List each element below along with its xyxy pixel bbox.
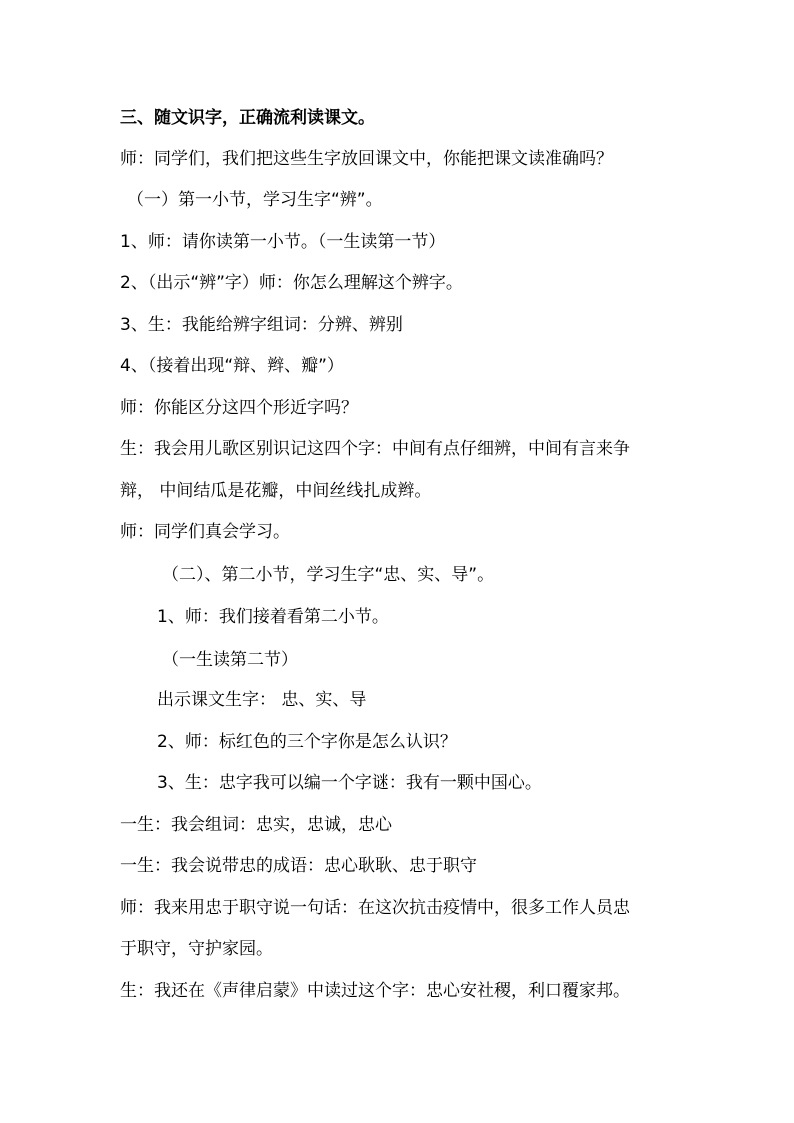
paragraph-line: 师：同学们真会学习。 xyxy=(120,522,290,542)
paragraph-line: 1、师：请你读第一小节。（一生读第一节） xyxy=(120,232,446,252)
paragraph-line: 一生：我会说带忠的成语：忠心耿耿、忠于职守 xyxy=(120,856,477,876)
paragraph-line: 一生：我会组词：忠实，忠诚，忠心 xyxy=(120,815,392,835)
paragraph-line: 2、（出示“辨”字）师：你怎么理解这个辨字。 xyxy=(120,273,463,293)
paragraph-line: 4、（接着出现“辩、辫、瓣”） xyxy=(120,356,344,376)
paragraph-line: （一生读第二节） xyxy=(162,650,298,670)
paragraph-line: 生：我还在《声律启蒙》中读过这个字：忠心安社稷，利口覆家邦。 xyxy=(120,981,630,1001)
paragraph-line: 2、师：标红色的三个字你是怎么认识？ xyxy=(157,732,457,752)
paragraph-line: 师：我来用忠于职守说一句话：在这次抗击疫情中，很多工作人员忠 xyxy=(120,898,630,918)
paragraph-line: 出示课文生字： 忠、实、导 xyxy=(157,690,367,710)
paragraph-line: （二）、第二小节，学习生字“忠、实、导”。 xyxy=(162,565,495,585)
paragraph-line: 师：你能区分这四个形近字吗？ xyxy=(120,398,358,418)
paragraph-line: 于职守，守护家园。 xyxy=(120,939,273,959)
paragraph-line: 辩， 中间结瓜是花瓣，中间丝线扎成辫。 xyxy=(120,481,432,501)
paragraph-line: 3、生：忠字我可以编一个字谜：我有一颗中国心。 xyxy=(157,773,542,793)
paragraph-line: 1、师：我们接着看第二小节。 xyxy=(157,607,389,627)
paragraph-line: 3、生：我能给辨字组词：分辨、辨别 xyxy=(120,315,403,335)
paragraph-line: 生：我会用儿歌区别识记这四个字：中间有点仔细辨，中间有言来争 xyxy=(120,439,630,459)
section-heading: 三、随文识字，正确流利读课文。 xyxy=(120,108,375,128)
paragraph-line: 师：同学们，我们把这些生字放回课文中，你能把课文读准确吗？ xyxy=(120,149,613,169)
paragraph-line: （一）第一小节，学习生字“辨”。 xyxy=(127,190,383,210)
